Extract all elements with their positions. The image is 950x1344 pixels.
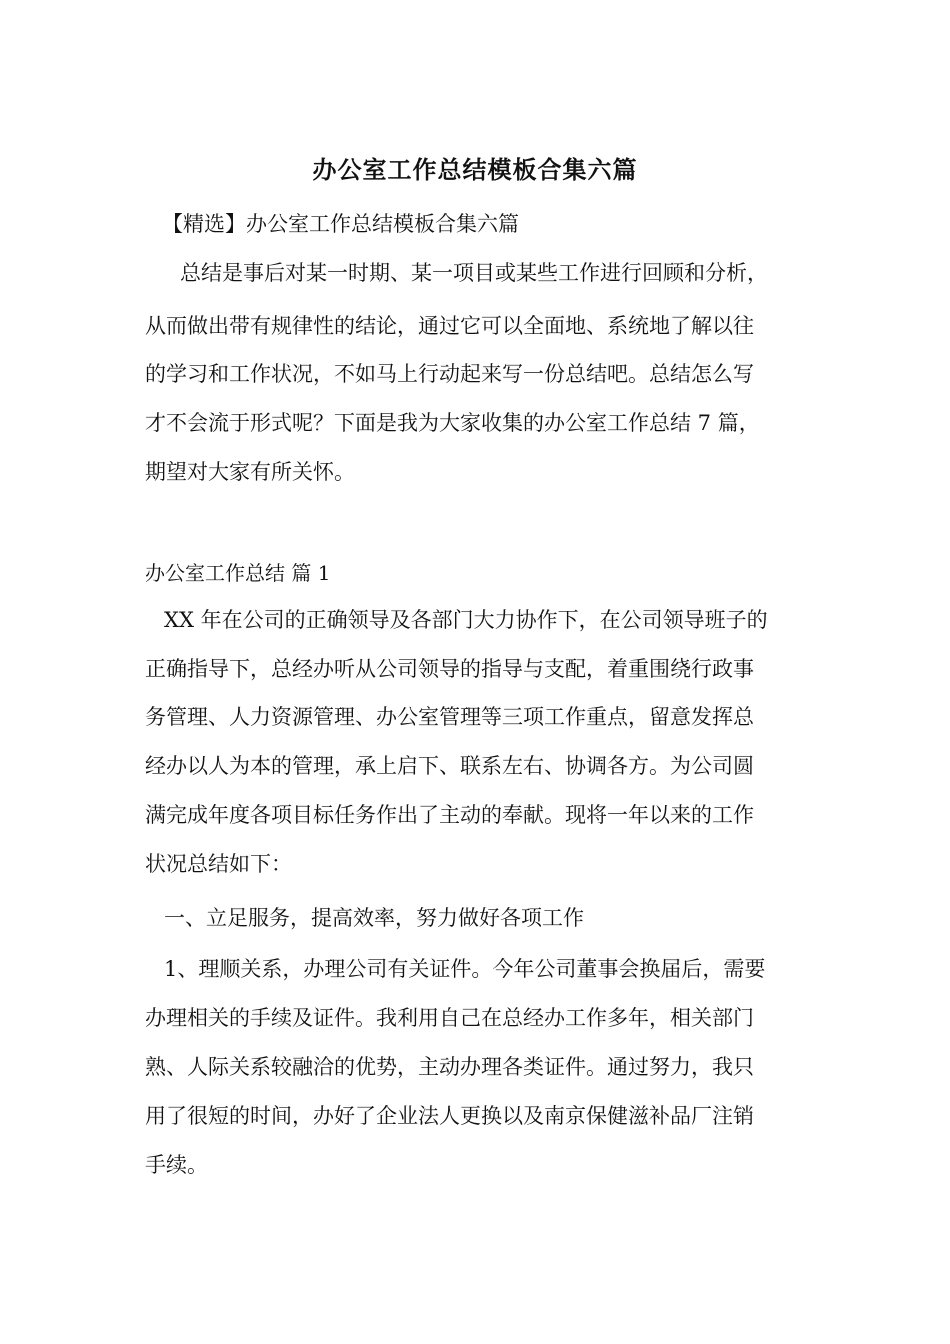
item-line: 手续。 [145, 1153, 208, 1177]
item-line: 用了很短的时间，办好了企业法人更换以及南京保健滋补品厂注销 [145, 1104, 754, 1128]
paragraph-line: XX 年在公司的正确领导及各部门大力协作下，在公司领导班子的 [164, 608, 768, 632]
item-line: 办理相关的手续及证件。我利用自己在总经办工作多年，相关部门 [145, 1006, 754, 1030]
paragraph-line: 正确指导下，总经办听从公司领导的指导与支配，着重围绕行政事 [145, 657, 754, 681]
section-heading: 办公室工作总结 篇 1 [145, 561, 331, 585]
paragraph-line: 状况总结如下： [145, 852, 292, 876]
document-subtitle: 【精选】办公室工作总结模板合集六篇 [162, 212, 519, 236]
intro-line: 从而做出带有规律性的结论，通过它可以全面地、系统地了解以往 [145, 314, 754, 338]
intro-line: 才不会流于形式呢？下面是我为大家收集的办公室工作总结 7 篇， [145, 411, 760, 435]
intro-line: 期望对大家有所关怀。 [145, 460, 355, 484]
document-title: 办公室工作总结模板合集六篇 [312, 155, 638, 184]
item-line: 熟、人际关系较融洽的优势，主动办理各类证件。通过努力，我只 [145, 1055, 754, 1079]
intro-line: 的学习和工作状况，不如马上行动起来写一份总结吧。总结怎么写 [145, 362, 754, 386]
paragraph-line: 务管理、人力资源管理、办公室管理等三项工作重点，留意发挥总 [145, 705, 754, 729]
subheading: 一、立足服务，提高效率，努力做好各项工作 [164, 906, 584, 930]
paragraph-line: 满完成年度各项目标任务作出了主动的奉献。现将一年以来的工作 [145, 803, 754, 827]
intro-line: 总结是事后对某一时期、某一项目或某些工作进行回顾和分析， [180, 261, 768, 285]
item-line: 1、理顺关系，办理公司有关证件。今年公司董事会换届后，需要 [164, 957, 766, 981]
paragraph-line: 经办以人为本的管理，承上启下、联系左右、协调各方。为公司圆 [145, 754, 754, 778]
